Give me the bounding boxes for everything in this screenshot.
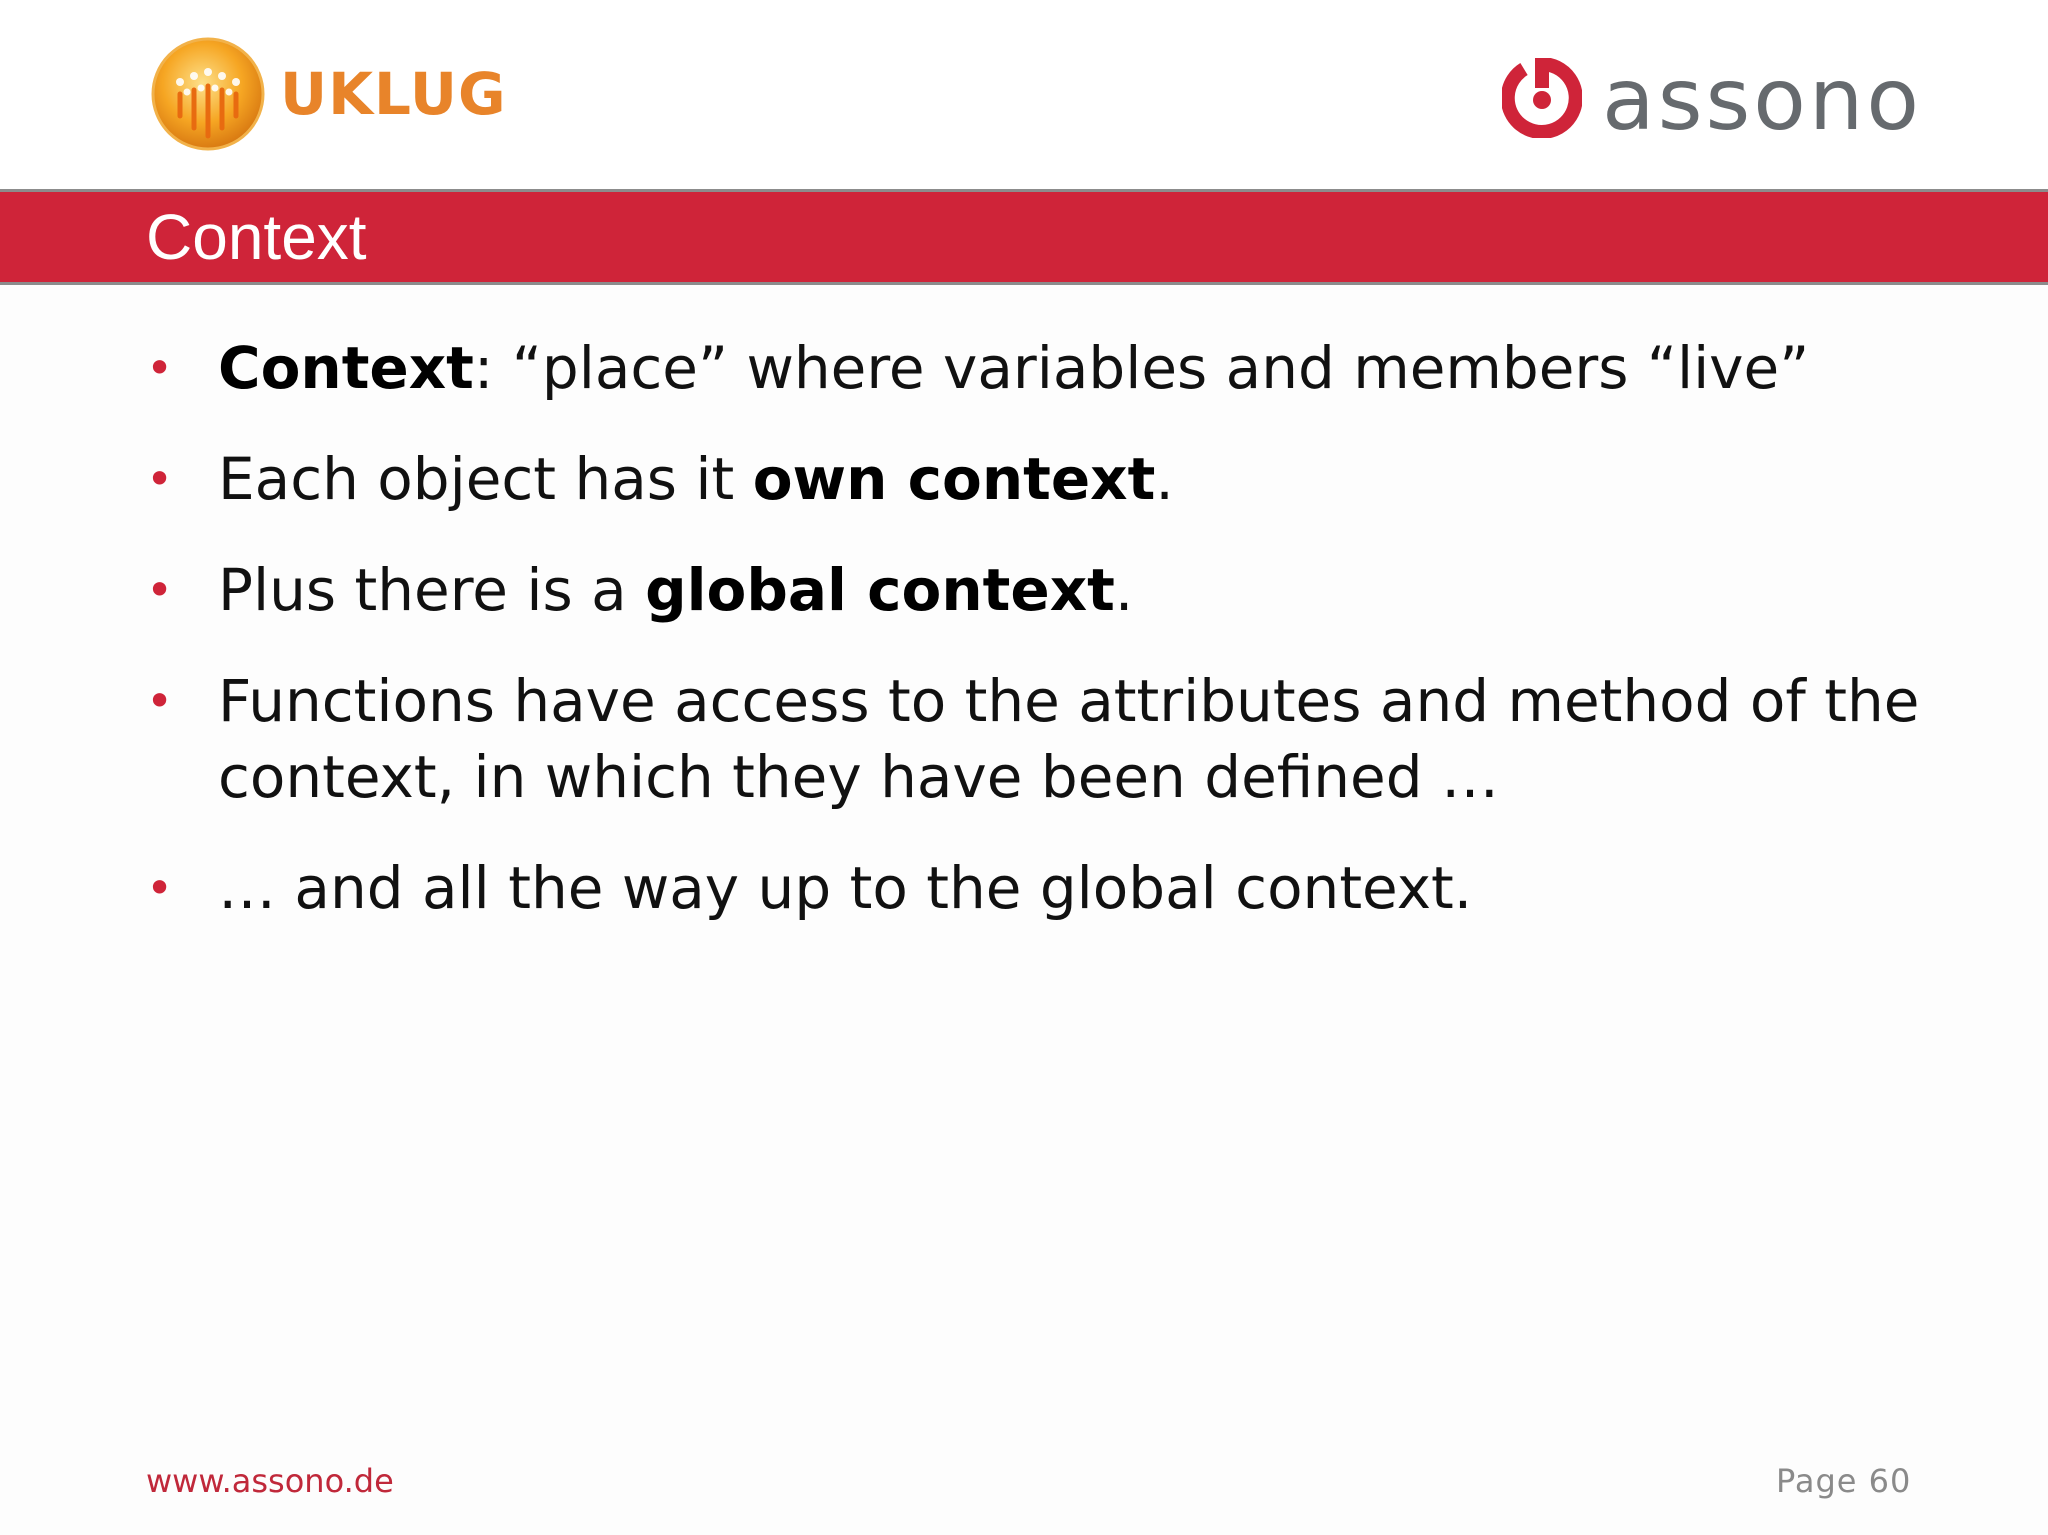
bullet-text: … and all the way up to the global context. bbox=[218, 854, 1473, 922]
bullet-emphasis: global context bbox=[645, 556, 1115, 624]
bullet-text: : “place” where variables and members “live” bbox=[473, 334, 1810, 402]
bullet-item bbox=[140, 441, 1940, 517]
page-number: Page 60 bbox=[1776, 1462, 1912, 1500]
footer-url: www.assono.de bbox=[146, 1462, 394, 1500]
uklug-logo bbox=[150, 36, 507, 156]
bullet-emphasis: Context bbox=[218, 334, 474, 402]
bullet-emphasis: own context bbox=[752, 445, 1156, 513]
bullet-dot-icon: • bbox=[146, 563, 174, 617]
bullet-text: Each object has it bbox=[218, 445, 753, 513]
slide-title: Context bbox=[146, 201, 367, 273]
uklug-logo-text: UKLUG bbox=[280, 60, 507, 128]
bullet-item bbox=[140, 330, 1940, 406]
bullet-text: Plus there is a bbox=[218, 556, 646, 624]
uklug-emblem-icon bbox=[150, 36, 266, 152]
bullet-dot-icon: • bbox=[146, 861, 174, 915]
bullet-dot-icon: • bbox=[146, 341, 174, 395]
bullet-item bbox=[140, 663, 1940, 815]
bullet-dot-icon: • bbox=[146, 674, 174, 728]
bullet-item bbox=[140, 850, 1940, 926]
title-bar bbox=[0, 189, 2048, 285]
bullet-list bbox=[140, 330, 1940, 961]
bullet-text: . bbox=[1155, 445, 1174, 513]
bullet-item bbox=[140, 552, 1940, 628]
bullet-text: . bbox=[1114, 556, 1134, 624]
slide-header bbox=[0, 0, 2048, 190]
assono-logo-text: assono bbox=[1602, 50, 1923, 150]
bullet-text: Functions have access to the attributes and method of the context, in which they have been defined … bbox=[218, 667, 1920, 811]
bullet-dot-icon: • bbox=[146, 452, 174, 506]
assono-emblem-icon bbox=[1502, 58, 1582, 138]
assono-logo bbox=[1498, 50, 1923, 150]
